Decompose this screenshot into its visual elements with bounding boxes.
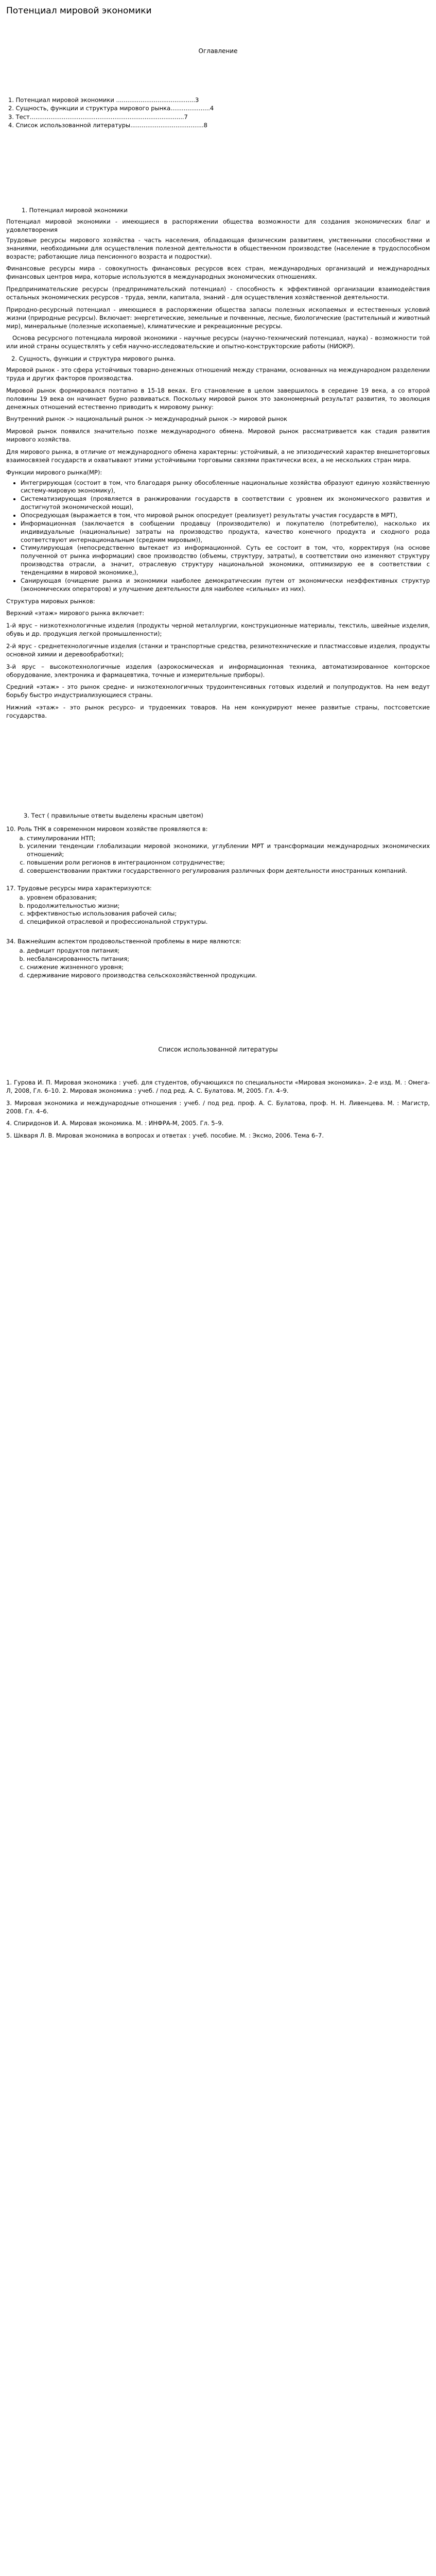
paragraph: Для мирового рынка, в отличие от международного обмена характерны: устойчивый, а не эпизодический характер внешнеторговых взаимосвязей государств и охватывают этими устойчивыми торговыми связями практически всех, а не нескольких стран мира.	[6, 448, 430, 464]
answer-option: c. повышении роли регионов в интеграционном сотрудничестве;	[27, 859, 430, 867]
reference-item: 4. Спиридонов И. А. Мировая экономика. М. : ИНФРА-М, 2005. Гл. 5–9.	[6, 1120, 224, 1127]
section-heading-market: 2. Сущность, функции и структура мирового рынка.	[11, 355, 176, 363]
answer-options	[6, 894, 430, 926]
paragraph: Природно-ресурсный потенциал - имеющиеся в распоряжении общества запасы полезных ископаемых и естественных условий жизни (природные ресурсы). Включает: энергетические, земельные и почвенные, лесные, биологические (растительный и животный мир), минеральные (полезные ископаемые), климатические и рекреационные ресурсы.	[6, 306, 430, 330]
paragraph: 3-й ярус – высокотехнологичные изделия (аэрокосмическая и информационная техника, автоматизированное конторское оборудование, электроника и фармацевтика, точные и измерительные приборы).	[6, 663, 430, 679]
answer-option: a. дефицит продуктов питания;	[27, 947, 430, 955]
answer-option: b. усилении тенденции глобализации мировой экономики, углублении МРТ и трансформации международных экономических отношений;	[27, 842, 430, 859]
paragraph: 1-й ярус – низкотехнологичные изделия (продукты черной металлургии, конструкционные материалы, текстиль, швейные изделия, обувь и др. продукция легкой промышленности);	[6, 622, 430, 638]
answer-option: d. спецификой отраслевой и профессиональной структуры.	[27, 918, 430, 926]
answer-options	[6, 947, 430, 979]
list-item: • Опосредующая (выражается в том, что мировой рынок опосредует (реализует) результаты участия государств в МРТ),	[21, 512, 430, 520]
answer-option: a. уровнем образования;	[27, 894, 430, 902]
paragraph: Основа ресурсного потенциала мировой экономики - научные ресурсы (научно-технический потенциал, наука) - возможности той или иной страны осуществлять у себя научно-исследовательские и опытно-конструкторские работы (НИОКР).	[6, 334, 430, 350]
paragraph: Предпринимательские ресурсы (предпринимательский потенциал) - способность к эффективной организации взаимодействия остальных экономических ресурсов - труда, земли, капитала, знаний - для осуществления хозяйственной деятельности.	[6, 285, 430, 301]
reference-item: 3. Мировая экономика и международные отношения : учеб. / под ред. проф. А. С. Булатова, проф. Н. Н. Ливенцева. М. : Магистр, 2008. Гл. 4–6.	[6, 1099, 430, 1115]
test-question: 10. Роль ТНК в современном мировом хозяйстве проявляются в:	[6, 825, 208, 833]
list-item: • Интегрирующая (состоит в том, что благодаря рынку обособленные национальные хозяйства образуют единую хозяйственную систему-мировую экономику),	[21, 479, 430, 496]
answer-option: b. несбалансированность питания;	[27, 955, 430, 963]
paragraph: Средний «этаж» - это рынок средне- и низкотехнологичных трудоинтенсивных готовых изделий и полупродуктов. На нем ведут борьбу быстро индустриализующиеся страны.	[6, 683, 430, 699]
answer-option: d. совершенствовании практики государственного регулирования различных форм деятельности иностранных компаний.	[27, 867, 430, 875]
paragraph: Верхний «этаж» мирового рынка включает:	[6, 609, 145, 617]
references-heading: Список использованной литературы	[158, 1046, 278, 1054]
toc-item[interactable]: 4. Список использованной литературы.......................................8	[8, 121, 207, 129]
answer-option: b. продолжительностью жизни;	[27, 902, 430, 910]
list-item: • Систематизирующая (проявляется в ранжировании государств в соответствии с уровнем их экономического развития и достигнутой экономической мощи),	[21, 495, 430, 512]
answer-option: d. сдерживание мирового производства сельскохозяйственной продукции.	[27, 972, 430, 980]
toc-item[interactable]: 2. Сущность, функции и структура мирового рынка.....................4	[8, 105, 214, 112]
paragraph: Потенциал мировой экономики - имеющиеся в распоряжении общества возможности для создания экономических благ и удовлетворения	[6, 218, 430, 234]
document-page	[0, 0, 436, 1165]
toc-item[interactable]: 3. Тест..................................................................................7	[8, 113, 188, 121]
spacer	[6, 724, 430, 812]
paragraph: Внутренний рынок -> национальный рынок -> международный рынок -> мировой рынок	[6, 415, 287, 423]
paragraph: Функции мирового рынка(МР):	[6, 468, 102, 476]
answer-option: c. снижение жизненного уровня;	[27, 963, 430, 972]
paragraph: 2-й ярус - среднетехнологичные изделия (станки и транспортные средства, резинотехнические и пластмассовые изделия, продукты основной химии и деревообработки);	[6, 642, 430, 658]
list-item: • Стимулирующая (непосредственно вытекает из информационной. Суть ее состоит в том, что, корректируя (на основе полученной от рынка информации) свое производство (объемы, структуру, затраты), в соответствии оно изменяют структуру производства отрасли, а значит, отраслевую структуру национальной экономики, оптимизирую ее в соответствии с тенденциями в мировой экономике,),	[21, 544, 430, 577]
paragraph: Структура мировых рынков:	[6, 597, 95, 605]
test-heading: 3. Тест ( правильные ответы выделены красным цветом)	[24, 811, 203, 819]
paragraph: Трудовые ресурсы мирового хозяйства - часть населения, обладающая физическим развитием, умственными способностями и знаниями, необходимыми для осуществления полезной деятельности в общественном производстве (население в трудоспособном возрасте; работающие лица пенсионного возраста и подростки).	[6, 236, 430, 260]
list-item: • Информационная (заключается в сообщении продавцу (производителю) и покупателю (потребителю), насколько их индивидуальные (национальные) затраты на производство продукта, качество конечного продукта и сходного рода соответствуют интернациональным (средним мировым)),	[21, 520, 430, 545]
test-question: 17. Трудовые ресурсы мира характеризуются:	[6, 884, 152, 892]
table-of-contents	[8, 96, 430, 129]
paragraph: Мировой рынок - это сфера устойчивых товарно-денежных отношений между странами, основанных на международном разделении труда и других факторов производства.	[6, 366, 430, 382]
paragraph: Мировой рынок формировался поэтапно в 15-18 веках. Его становление в целом завершилось в середине 19 века, а со второй половины 19 века он начинает бурно развиваться. Поскольку мировой рынок это закономерный результат развития, то эволюция денежных отношений естественно приводить к мировому рынку:	[6, 386, 430, 411]
paragraph: Финансовые ресурсы мира - совокупность финансовых ресурсов всех стран, международных организаций и международных финансовых центров мира, которые используются в международных экономических отношениях.	[6, 265, 430, 281]
spacer	[6, 129, 430, 207]
reference-item: 1. Гурова И. П. Мировая экономика : учеб. для студентов, обучающихся по специальности «Мировая экономика». 2-е изд. М. : Омега-Л, 2008, Гл. 6–10. 2. Мировая экономика : учеб. / под ред. А. С. Булатова. М, 2005. Гл. 4–9.	[6, 1079, 430, 1094]
market-functions-list	[6, 479, 430, 594]
answer-option: c. эффективностью использования рабочей силы;	[27, 910, 430, 918]
section-heading-potential: 1. Потенциал мировой экономики	[22, 207, 128, 214]
answer-option: a. стимулировании НТП;	[27, 835, 430, 843]
toc-item[interactable]: 1. Потенциал мировой экономики ..........................................3	[8, 96, 199, 104]
spacer	[6, 989, 430, 1045]
list-item: • Санирующая (очищение рынка и экономики наиболее демократическим путем от экономически неэффективных структур (экономических операторов) и улучшение деятельности для наиболее «сильных» из них).	[21, 577, 430, 594]
test-question: 34. Важнейшим аспектом продовольственной проблемы в мире являются:	[6, 938, 241, 945]
document-title: Потенциал мировой экономики	[6, 6, 152, 16]
answer-options	[6, 835, 430, 875]
reference-item: 5. Шкваря Л. В. Мировая экономика в вопросах и ответах : учеб. пособие. М. : Эксмо, 2006. Тема 6–7.	[6, 1132, 324, 1140]
paragraph: Мировой рынок появился значительно позже международного обмена. Мировой рынок рассматривается как стадия развития мирового хозяйства.	[6, 428, 430, 444]
paragraph: Нижний «этаж» - это рынок ресурсо- и трудоемких товаров. На нем конкурируют менее развитые страны, постсоветские государства.	[6, 704, 430, 719]
toc-heading: Оглавление	[198, 47, 238, 55]
